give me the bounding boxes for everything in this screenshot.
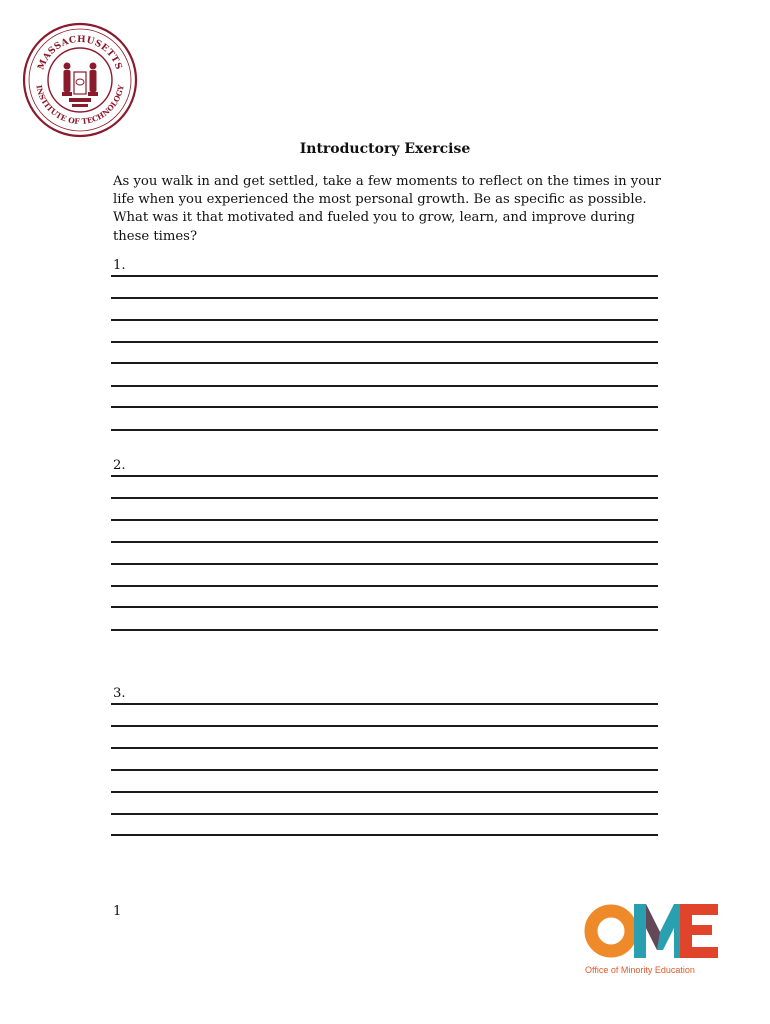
answer-line[interactable]: [111, 406, 658, 408]
answer-line[interactable]: [111, 813, 658, 815]
ome-m-letter: [634, 904, 686, 958]
answer-line[interactable]: [111, 725, 658, 727]
answer-line[interactable]: [111, 585, 658, 587]
answer-line[interactable]: [111, 629, 658, 631]
answer-line[interactable]: [111, 341, 658, 343]
intro-paragraph: As you walk in and get settled, take a few moments to reflect on the times in your life when you experienced the most personal growth. Be as specific as possible. What was it that motivated and fueled you to grow, learn, and improve during these times?: [113, 174, 661, 244]
answer-line[interactable]: [111, 834, 658, 836]
answer-line[interactable]: [111, 319, 658, 321]
answer-line[interactable]: [111, 563, 658, 565]
answer-line[interactable]: [111, 703, 658, 705]
ome-logo: [584, 898, 724, 978]
answer-line[interactable]: [111, 791, 658, 793]
answer-line[interactable]: [111, 497, 658, 499]
ome-caption: Office of Minority Education: [585, 965, 695, 975]
answer-line[interactable]: [111, 541, 658, 543]
section-number-3: 3.: [113, 686, 126, 701]
seal-bottom-text: INSTITUTE OF TECHNOLOGY: [34, 84, 126, 127]
svg-text:MASSACHUSETTS: [36, 35, 123, 72]
section-number-1: 1.: [113, 258, 126, 273]
page-title: Introductory Exercise: [299, 141, 471, 157]
mit-seal-logo: [22, 22, 138, 138]
answer-line[interactable]: [111, 769, 658, 771]
answer-line[interactable]: [111, 297, 658, 299]
answer-line[interactable]: [111, 606, 658, 608]
page-number: 1: [113, 904, 122, 919]
answer-line[interactable]: [111, 475, 658, 477]
answer-line[interactable]: [111, 519, 658, 521]
answer-line[interactable]: [111, 362, 658, 364]
answer-line[interactable]: [111, 747, 658, 749]
answer-line[interactable]: [111, 385, 658, 387]
answer-line[interactable]: [111, 429, 658, 431]
section-number-2: 2.: [113, 458, 126, 473]
answer-line[interactable]: [111, 275, 658, 277]
ome-o-letter: [591, 911, 631, 951]
ome-e-letter: [680, 904, 718, 958]
seal-top-text: MASSACHUSETTS: [36, 34, 124, 72]
